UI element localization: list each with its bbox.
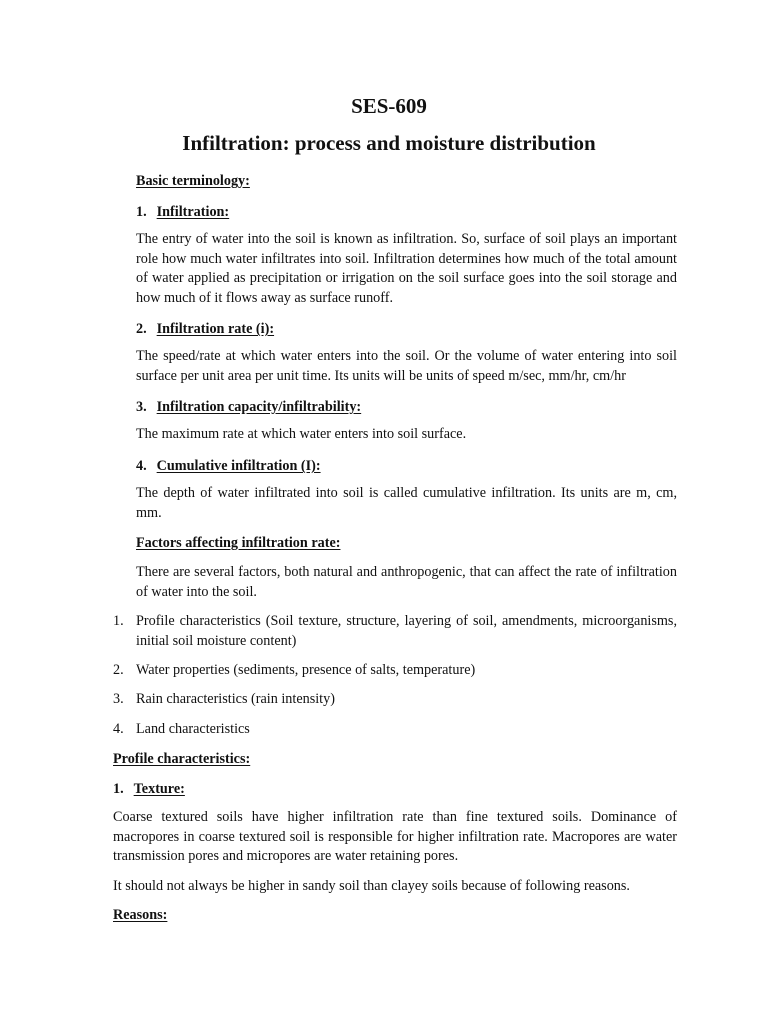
course-code: SES-609 — [351, 94, 427, 118]
term-heading-infiltration — [136, 203, 229, 221]
term-heading-infiltration-rate — [136, 320, 274, 338]
term-name: Infiltration: — [156, 204, 230, 220]
texture-number: 1. — [113, 781, 124, 797]
texture-note: It should not always be higher in sandy soil than clayey soils because of following reasons. — [113, 878, 630, 894]
factor-item-water: Water properties (sediments, presence of salts, temperature) — [136, 662, 476, 678]
term-heading-infiltration-capacity — [136, 398, 361, 416]
term-name: Infiltration rate (i): — [156, 321, 275, 337]
term-number: 4. — [136, 458, 147, 474]
term-definition-cumulative-infiltration: The depth of water infiltrated into soil is called cumulative infiltration. Its units are m, cm, mm. — [136, 485, 677, 521]
term-number: 3. — [136, 399, 147, 415]
term-definition-infiltration: The entry of water into the soil is known as infiltration. So, surface of soil plays an important role how much water infiltrates into soil. Infiltration determines how much of the total amount of water applied as precipitation or irrigation on the soil surface goes into the soil storage and how much of it flows away as surface runoff. — [136, 231, 677, 306]
factor-item-rain: Rain characteristics (rain intensity) — [136, 691, 335, 707]
factor-number: 2. — [113, 662, 124, 678]
term-definition-infiltration-rate: The speed/rate at which water enters into the soil. Or the volume of water entering into soil surface per unit area per unit time. Its units will be units of speed m/sec, mm/hr, cm/hr — [136, 348, 677, 384]
texture-heading — [113, 780, 185, 798]
basic-terminology-heading: Basic terminology: — [136, 173, 250, 189]
term-number: 1. — [136, 204, 147, 220]
factor-item-profile: Profile characteristics (Soil texture, structure, layering of soil, amendments, microorganisms, initial soil moisture content) — [136, 613, 677, 649]
factor-number: 1. — [113, 613, 124, 629]
document-title: Infiltration: process and moisture distribution — [182, 131, 596, 155]
factor-item-land: Land characteristics — [136, 721, 250, 737]
term-name: Infiltration capacity/infiltrability: — [156, 399, 362, 415]
term-name: Cumulative infiltration (I): — [156, 458, 321, 474]
reasons-heading: Reasons: — [113, 907, 168, 923]
factor-number: 4. — [113, 721, 124, 737]
term-definition-infiltration-capacity: The maximum rate at which water enters into soil surface. — [136, 426, 467, 442]
factor-number: 3. — [113, 691, 124, 707]
texture-paragraph: Coarse textured soils have higher infiltration rate than fine textured soils. Dominance of macropores in coarse textured soil is responsible for higher infiltration rate. Macropores are water transmission pores and micropores are water retaining pores. — [113, 809, 677, 864]
profile-heading: Profile characteristics: — [113, 751, 251, 767]
term-number: 2. — [136, 321, 147, 337]
factors-heading: Factors affecting infiltration rate: — [136, 535, 341, 551]
texture-name: Texture: — [133, 781, 185, 797]
term-heading-cumulative-infiltration — [136, 457, 321, 475]
factors-intro: There are several factors, both natural and anthropogenic, that can affect the rate of infiltration of water into the soil. — [136, 564, 677, 600]
